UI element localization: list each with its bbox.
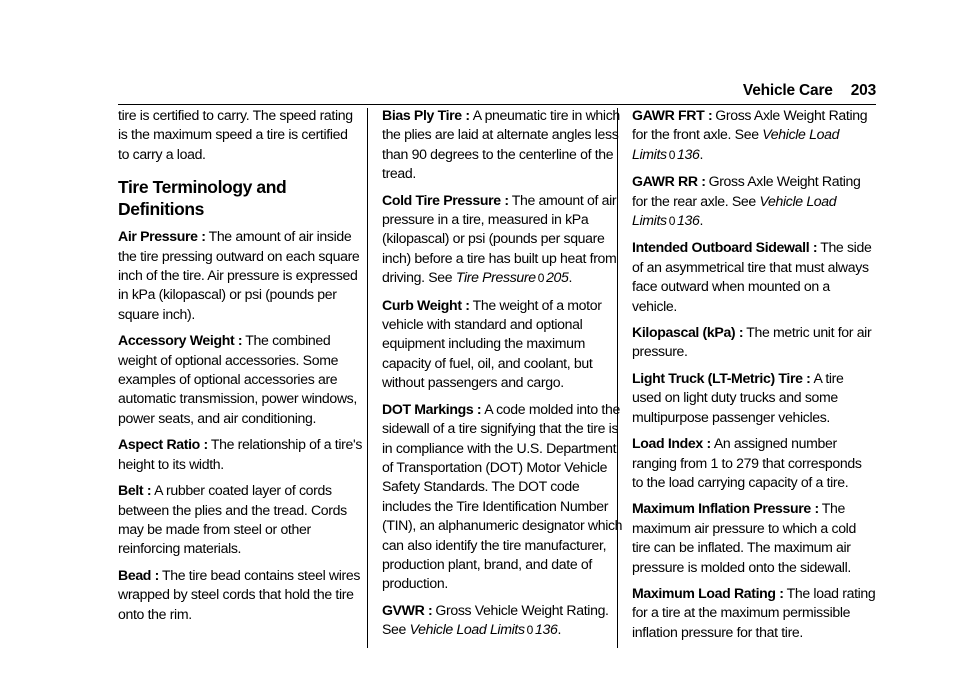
page-number: 203 [850, 82, 876, 99]
term-separator: : [814, 500, 819, 517]
definition-text: The side of an asymmetrical tire that must always face outward when mounted on a vehicle. [632, 239, 872, 314]
term-separator: : [779, 584, 784, 601]
cross-reference-page: 205 [546, 269, 569, 286]
definition-entry [632, 323, 876, 362]
definition-text: Gross Axle Weight Rating for the rear axle. See [632, 173, 861, 209]
definition-term: GVWR [382, 601, 425, 618]
definition-text: A pneumatic tire in which the plies are laid at alternate angles less than 90 degrees to the centerline of the tread. [382, 107, 620, 182]
definition-text: A tire used on light duty trucks and some multipurpose passenger vehicles. [632, 369, 844, 425]
column-divider [367, 108, 368, 648]
column-1 [118, 106, 362, 631]
page-reference-icon: 0 [668, 214, 676, 229]
definition-term: Bias Ply Tire [382, 107, 462, 123]
definition-entry [632, 172, 876, 231]
definition-text: The load rating for a tire at the maximum permissible inflation pressure for that tire. [632, 584, 876, 640]
definition-term: Air Pressure [118, 228, 198, 245]
definition-entry [118, 566, 362, 624]
term-separator: : [203, 436, 208, 453]
page-header [118, 82, 876, 100]
cross-reference-link[interactable]: Vehicle Load Limits [632, 192, 837, 229]
section-name: Vehicle Care [742, 82, 833, 99]
definition-term: Maximum Load Rating [632, 584, 776, 601]
definition-term: Kilopascal (kPa) [632, 324, 736, 341]
section-title: Tire Terminology and Definitions [118, 177, 287, 220]
intro-paragraph: tire is certified to carry. The speed rating is the maximum speed a tire is certified to carry a load. [118, 107, 353, 162]
cross-reference-link[interactable]: Vehicle Load Limits [632, 126, 840, 162]
definition-entry [118, 435, 362, 474]
definition-entry [118, 331, 362, 428]
term-separator: : [706, 435, 711, 452]
term-separator: : [465, 296, 470, 313]
definition-entry [632, 369, 876, 427]
reference-tail: . [568, 269, 573, 286]
cross-reference-page: 136 [677, 145, 700, 162]
definition-list [382, 106, 626, 641]
definition-term: Belt [118, 482, 144, 499]
definition-entry [382, 296, 626, 393]
definition-entry [118, 481, 362, 559]
reference-tail: . [557, 621, 562, 638]
definition-term: Intended Outboard Sidewall [632, 239, 810, 256]
definition-list [632, 106, 876, 642]
definition-list [118, 227, 362, 624]
term-separator: : [146, 482, 152, 499]
page-reference-icon: 0 [526, 623, 533, 638]
definition-entry [382, 106, 626, 184]
definition-text: The amount of air pressure in a tire, measured in kPa (kilopascal) or psi (pounds per square inch) before a tire has built up heat from driving. See [382, 191, 617, 286]
definition-entry [632, 499, 876, 577]
definition-text: The combined weight of optional accessories. Some examples of optional accessories are automatic transmission, power windows, power seats, and air conditioning. [118, 332, 357, 426]
definition-term: Accessory Weight [118, 332, 235, 349]
page-reference-icon: 0 [668, 147, 676, 162]
definition-entry [632, 238, 876, 316]
definition-term: GAWR RR [632, 173, 698, 190]
definition-text: A rubber coated layer of cords between the plies and the tread. Cords may be made from steel or other reinforcing materials. [118, 482, 347, 557]
term-separator: : [812, 239, 818, 256]
definition-term: Light Truck (LT-Metric) Tire [632, 369, 803, 386]
definition-entry [382, 400, 626, 594]
term-separator: : [428, 601, 433, 618]
definition-term: GAWR FRT [632, 107, 705, 123]
reference-tail: . [699, 212, 704, 229]
column-2 [382, 106, 626, 648]
cross-reference-link[interactable]: Tire Pressure [455, 269, 536, 286]
cross-reference-page: 136 [534, 621, 558, 638]
term-separator: : [707, 107, 713, 123]
definition-text: The maximum air pressure to which a cold tire can be inflated. The maximum air pressure is molded onto the sidewall. [632, 500, 856, 575]
definition-term: Bead [118, 566, 152, 583]
term-separator: : [237, 332, 243, 349]
definition-text: The metric unit for air pressure. [632, 324, 872, 360]
term-separator: : [738, 324, 744, 341]
definition-entry [382, 601, 626, 641]
column-3 [632, 106, 876, 649]
definition-text: The amount of air inside the tire pressing outward on each square inch of the tire. Air pressure is expressed in kPa (kilopascal) or psi (pounds per square inch). [118, 228, 360, 322]
definition-text: The relationship of a tire's height to its width. [118, 436, 363, 472]
page-reference-icon: 0 [537, 271, 545, 286]
definition-entry [632, 584, 876, 642]
definition-entry [382, 191, 626, 289]
definition-term: Cold Tire Pressure [382, 191, 501, 208]
term-separator: : [201, 228, 206, 245]
term-separator: : [701, 173, 706, 190]
header-rule [118, 104, 876, 105]
definition-term: Curb Weight [382, 296, 462, 313]
term-separator: : [806, 369, 811, 386]
definition-text: Gross Vehicle Weight Rating. See [382, 601, 609, 638]
term-separator: : [476, 400, 482, 417]
definition-term: Aspect Ratio [118, 436, 200, 453]
cross-reference-link[interactable]: Vehicle Load Limits [409, 621, 525, 638]
reference-tail: . [699, 145, 704, 162]
definition-text: The tire bead contains steel wires wrapped by steel cords that hold the tire onto the rim. [118, 566, 361, 622]
cross-reference-page: 136 [677, 212, 700, 229]
term-separator: : [465, 107, 470, 123]
definition-entry [118, 227, 362, 324]
definition-entry [632, 434, 876, 492]
definition-term: Maximum Inflation Pressure [632, 500, 811, 517]
definition-text: Gross Axle Weight Rating for the front axle. See [632, 107, 868, 143]
term-separator: : [154, 566, 159, 583]
definition-text: A code molded into the sidewall of a tire signifying that the tire is in compliance with the U.S. Department of Transportation (DOT) Motor Vehicle Safety Standards. The DOT code includes the Tire Identification Number (TIN), an alphanumeric designator which can also identify the tire manufacturer, production plant, brand, and date of production. [382, 400, 623, 592]
definition-term: Load Index [632, 435, 703, 452]
term-separator: : [504, 191, 509, 208]
definition-text: The weight of a motor vehicle with standard and optional equipment including the maximum capacity of fuel, oil, and coolant, but without passengers and cargo. [382, 296, 602, 391]
definition-entry [632, 106, 876, 165]
definition-term: DOT Markings [382, 400, 474, 417]
definition-text: An assigned number ranging from 1 to 279 that corresponds to the load carrying capacity of a tire. [632, 435, 862, 490]
